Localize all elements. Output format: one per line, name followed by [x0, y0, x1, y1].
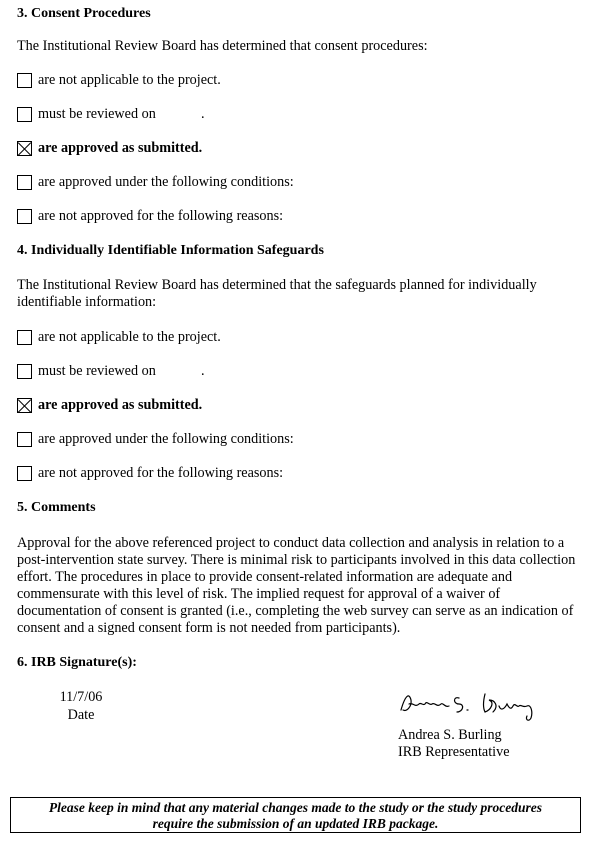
checkbox-checked[interactable] [17, 141, 32, 156]
safeguards-option-must-be-reviewed[interactable] [17, 363, 205, 380]
notice-line-2: require the submission of an updated IRB package. [152, 816, 439, 831]
consent-option-must-be-reviewed[interactable] [17, 106, 205, 123]
section-6-heading: 6. IRB Signature(s): [17, 655, 137, 670]
checkbox-unchecked[interactable] [17, 73, 32, 88]
option-label: are approved under the following conditions: [38, 431, 294, 447]
consent-option-approved[interactable] [17, 140, 202, 157]
signer-name: Andrea S. Burling [398, 727, 502, 743]
option-label: are not applicable to the project. [38, 329, 221, 345]
section-4-heading: 4. Individually Identifiable Information Safeguards [17, 243, 324, 258]
notice-box [10, 797, 581, 833]
option-label: are approved under the following conditions: [38, 174, 294, 190]
option-label: must be reviewed on [38, 106, 156, 122]
consent-option-not-applicable[interactable] [17, 72, 221, 89]
checkbox-unchecked[interactable] [17, 107, 32, 122]
safeguards-option-approved-with-conditions[interactable] [17, 431, 294, 448]
option-label: are not approved for the following reasons: [38, 208, 284, 224]
signature-date-block [57, 688, 105, 724]
option-suffix: . [201, 106, 205, 122]
checkbox-unchecked[interactable] [17, 364, 32, 379]
checkbox-unchecked[interactable] [17, 432, 32, 447]
option-suffix: . [201, 363, 205, 379]
checkbox-checked[interactable] [17, 398, 32, 413]
safeguards-option-approved[interactable] [17, 397, 202, 414]
checkbox-unchecked[interactable] [17, 209, 32, 224]
section-3-heading: 3. Consent Procedures [17, 6, 151, 21]
checkbox-unchecked[interactable] [17, 175, 32, 190]
checkbox-unchecked[interactable] [17, 466, 32, 481]
option-label: are not applicable to the project. [38, 72, 221, 88]
safeguards-option-not-applicable[interactable] [17, 329, 221, 346]
handwritten-signature [395, 686, 545, 722]
signature-date-label: Date [67, 707, 95, 723]
section-5-heading: 5. Comments [17, 500, 96, 515]
notice-line-1: Please keep in mind that any material changes made to the study or the study procedures [48, 800, 543, 815]
consent-option-not-approved[interactable] [17, 208, 283, 225]
comments-text: Approval for the above referenced project to conduct data collection and analysis in relation to a post-intervention state survey. There is minimal risk to participants involved in this data collection effort. The procedures in place to provide consent-related information are adequate and commensurate with this level of risk. The implied request for approval of a waiver of documentation of consent is granted (i.e., completing the web survey can serve as an indication of consent and a signed consent form is not needed from participants). [17, 535, 576, 636]
safeguards-option-not-approved[interactable] [17, 465, 283, 482]
option-label: are approved as submitted. [38, 397, 203, 413]
signature-date-value: 11/7/06 [59, 689, 103, 705]
signer-title: IRB Representative [398, 744, 510, 760]
option-label: must be reviewed on [38, 363, 156, 379]
consent-option-approved-with-conditions[interactable] [17, 174, 294, 191]
signer-block [398, 727, 510, 761]
section-4-intro: The Institutional Review Board has determined that the safeguards planned for individually identifiable information: [17, 277, 537, 310]
option-label: are approved as submitted. [38, 140, 203, 156]
section-3-intro: The Institutional Review Board has determined that consent procedures: [17, 38, 428, 54]
option-label: are not approved for the following reasons: [38, 465, 284, 481]
checkbox-unchecked[interactable] [17, 330, 32, 345]
